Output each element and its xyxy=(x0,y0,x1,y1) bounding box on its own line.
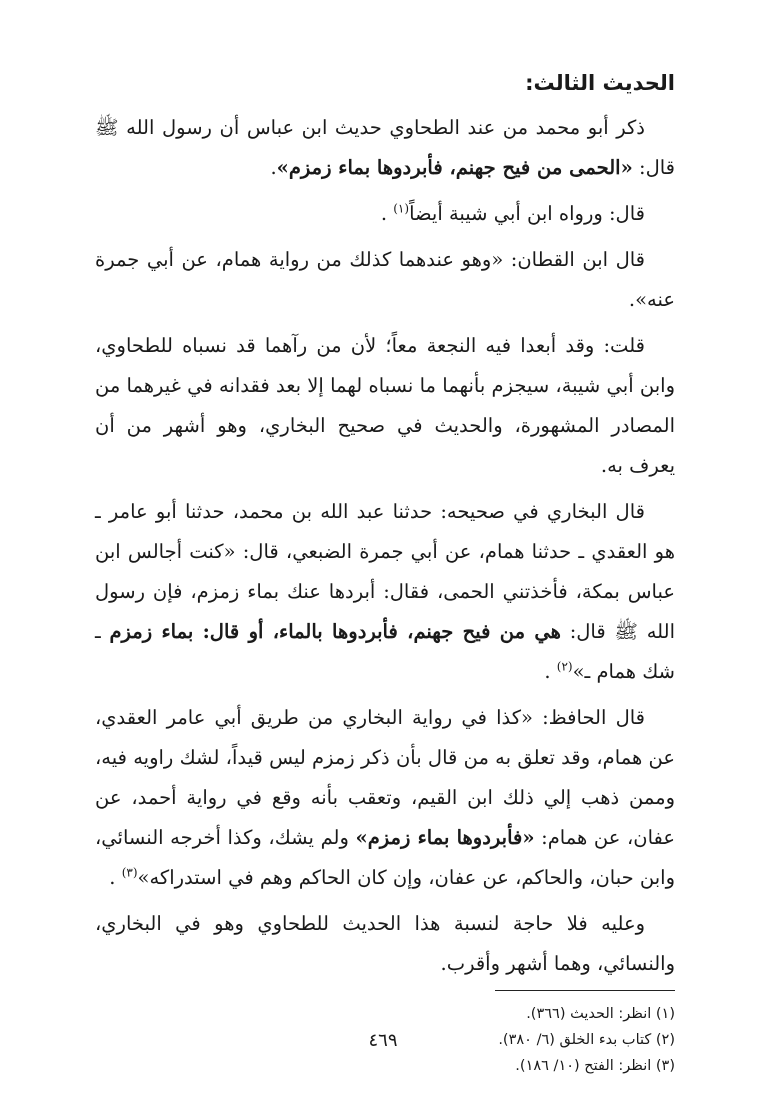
paragraph-4 xyxy=(95,326,675,486)
hadith-quote-bold: «فأبردوها بماء زمزم» xyxy=(355,826,535,849)
paragraph-5 xyxy=(95,492,675,692)
footnote-ref-1: (١) xyxy=(393,201,410,216)
hadith-quote-bold: هي من فيح جهنم، فأبردوها بالماء، أو قال: بماء زمزم xyxy=(109,620,561,643)
paragraph-text: . xyxy=(270,156,277,179)
paragraph-text: قال البخاري في صحيحه: حدثنا عبد الله بن محمد، حدثنا أبو عامر ـ هو العقدي ـ حدثنا همام، عن أبي جمرة الضبعي، قال: «كنت أجالس ابن عباس بمكة، فأخذتني الحمى، فقال: أبردها عنك بماء زمزم، فإن رسول الله ﷺ قال: xyxy=(95,500,675,643)
paragraph-text: . xyxy=(544,660,557,683)
paragraph-text: وعليه فلا حاجة لنسبة هذا الحديث للطحاوي وهو في البخاري، والنسائي، وهما أشهر وأقرب. xyxy=(95,912,675,975)
paragraph-text: قال: ورواه ابن أبي شيبة أيضاً xyxy=(409,202,645,225)
paragraph-text: قلت: وقد أبعدا فيه النجعة معاً؛ لأن من رآهما قد نسباه للطحاوي، وابن أبي شيبة، سيجزم بأنهما ما نسباه لهما إلا بعد فقدانه في غيرهما من المصادر المشهورة، والحديث في صحيح البخاري، وهو أشهر من أن يعرف به. xyxy=(95,334,675,477)
paragraph-text: . xyxy=(380,202,394,225)
footnote-ref-2: (٢) xyxy=(556,659,573,674)
paragraph-text: . xyxy=(109,866,122,889)
section-heading: الحديث الثالث: xyxy=(525,71,675,95)
paragraph-text: قال الحافظ: «كذا في رواية البخاري من طريق أبي عامر العقدي، عن همام، وقد تعلق به من قال بأن ذكر زمزم ليس قيداً، لشك راويه فيه، وممن ذهب إلي ذلك ابن القيم، وتعقب بأنه وقع في رواية أحمد، عن عفان، عن همام: xyxy=(95,706,676,849)
paragraph-text: قال ابن القطان: «وهو عندهما كذلك من رواية همام، عن أبي جمرة عنه». xyxy=(95,248,675,311)
paragraph-text: ولم يشك، وكذا أخرجه النسائي، وابن حبان، والحاكم، عن عفان، وإن كان الحاكم وهم في استدراكه» xyxy=(95,826,675,889)
hadith-quote-bold: «الحمى من فيح جهنم، فأبردوها بماء زمزم» xyxy=(276,156,633,179)
footnote-2: (٢) كتاب بدء الخلق (٦/ ٣٨٠). xyxy=(498,1032,675,1048)
paragraph-2 xyxy=(95,194,675,234)
page-number: ٤٦٩ xyxy=(368,1030,398,1051)
footnote-divider xyxy=(495,990,675,991)
footnote-1: (١) انظر: الحديث (٣٦٦). xyxy=(526,1006,675,1022)
paragraph-1 xyxy=(95,108,675,188)
paragraph-6 xyxy=(95,698,675,898)
footnote-3: (٣) انظر: الفتح (١٠/ ١٨٦). xyxy=(515,1058,675,1074)
paragraph-text: ـ شك همام ـ» xyxy=(95,620,675,683)
footnote-ref-3: (٣) xyxy=(121,865,138,880)
paragraph-text: ذكر أبو محمد من عند الطحاوي حديث ابن عباس أن رسول الله ﷺ قال: xyxy=(95,116,675,179)
page-body xyxy=(95,60,675,1079)
paragraph-7 xyxy=(95,904,675,984)
paragraph-3 xyxy=(95,240,675,320)
